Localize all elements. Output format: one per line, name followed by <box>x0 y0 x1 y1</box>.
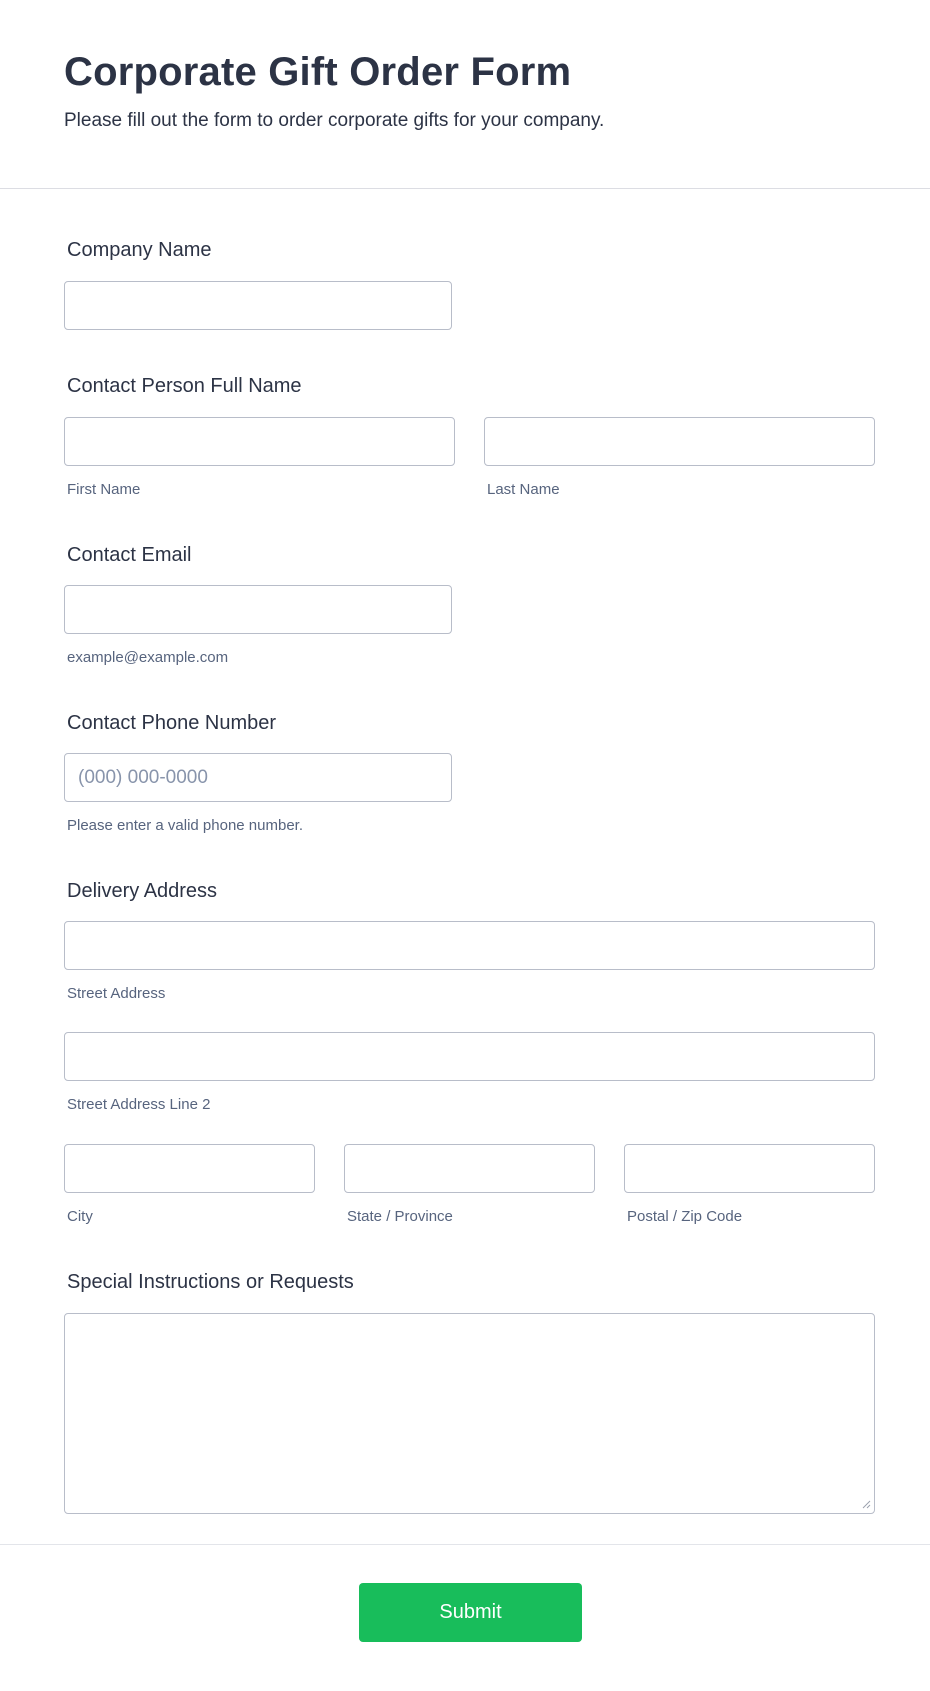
postal-code-input[interactable] <box>624 1144 875 1193</box>
email-label: Contact Email <box>67 544 192 566</box>
company-name-input[interactable] <box>64 281 452 330</box>
phone-input[interactable] <box>64 753 452 802</box>
street-address-line2-input[interactable] <box>64 1032 875 1081</box>
phone-label: Contact Phone Number <box>67 712 277 734</box>
instructions-textarea[interactable] <box>64 1313 875 1514</box>
resize-grip-icon[interactable] <box>862 1500 871 1509</box>
city-sublabel: City <box>67 1208 93 1225</box>
form-footer <box>0 1544 930 1691</box>
last-name-input[interactable] <box>484 417 875 466</box>
postal-code-sublabel: Postal / Zip Code <box>627 1208 743 1225</box>
street-address-sublabel: Street Address <box>67 985 166 1002</box>
form-title: Corporate Gift Order Form <box>64 50 572 94</box>
state-province-input[interactable] <box>344 1144 595 1193</box>
last-name-sublabel: Last Name <box>487 481 560 498</box>
phone-sublabel: Please enter a valid phone number. <box>67 817 303 834</box>
form-subtitle: Please fill out the form to order corporate gifts for your company. <box>64 110 605 131</box>
company-name-label: Company Name <box>67 239 212 261</box>
email-sublabel: example@example.com <box>67 649 229 666</box>
city-input[interactable] <box>64 1144 315 1193</box>
email-input[interactable] <box>64 585 452 634</box>
address-label: Delivery Address <box>67 880 218 902</box>
submit-button[interactable]: Submit <box>359 1583 582 1642</box>
contact-name-label: Contact Person Full Name <box>67 375 302 397</box>
street-address-input[interactable] <box>64 921 875 970</box>
state-province-sublabel: State / Province <box>347 1208 453 1225</box>
first-name-sublabel: First Name <box>67 481 141 498</box>
first-name-input[interactable] <box>64 417 455 466</box>
street-address-line2-sublabel: Street Address Line 2 <box>67 1096 211 1113</box>
form-header <box>0 0 930 189</box>
instructions-label: Special Instructions or Requests <box>67 1271 354 1293</box>
